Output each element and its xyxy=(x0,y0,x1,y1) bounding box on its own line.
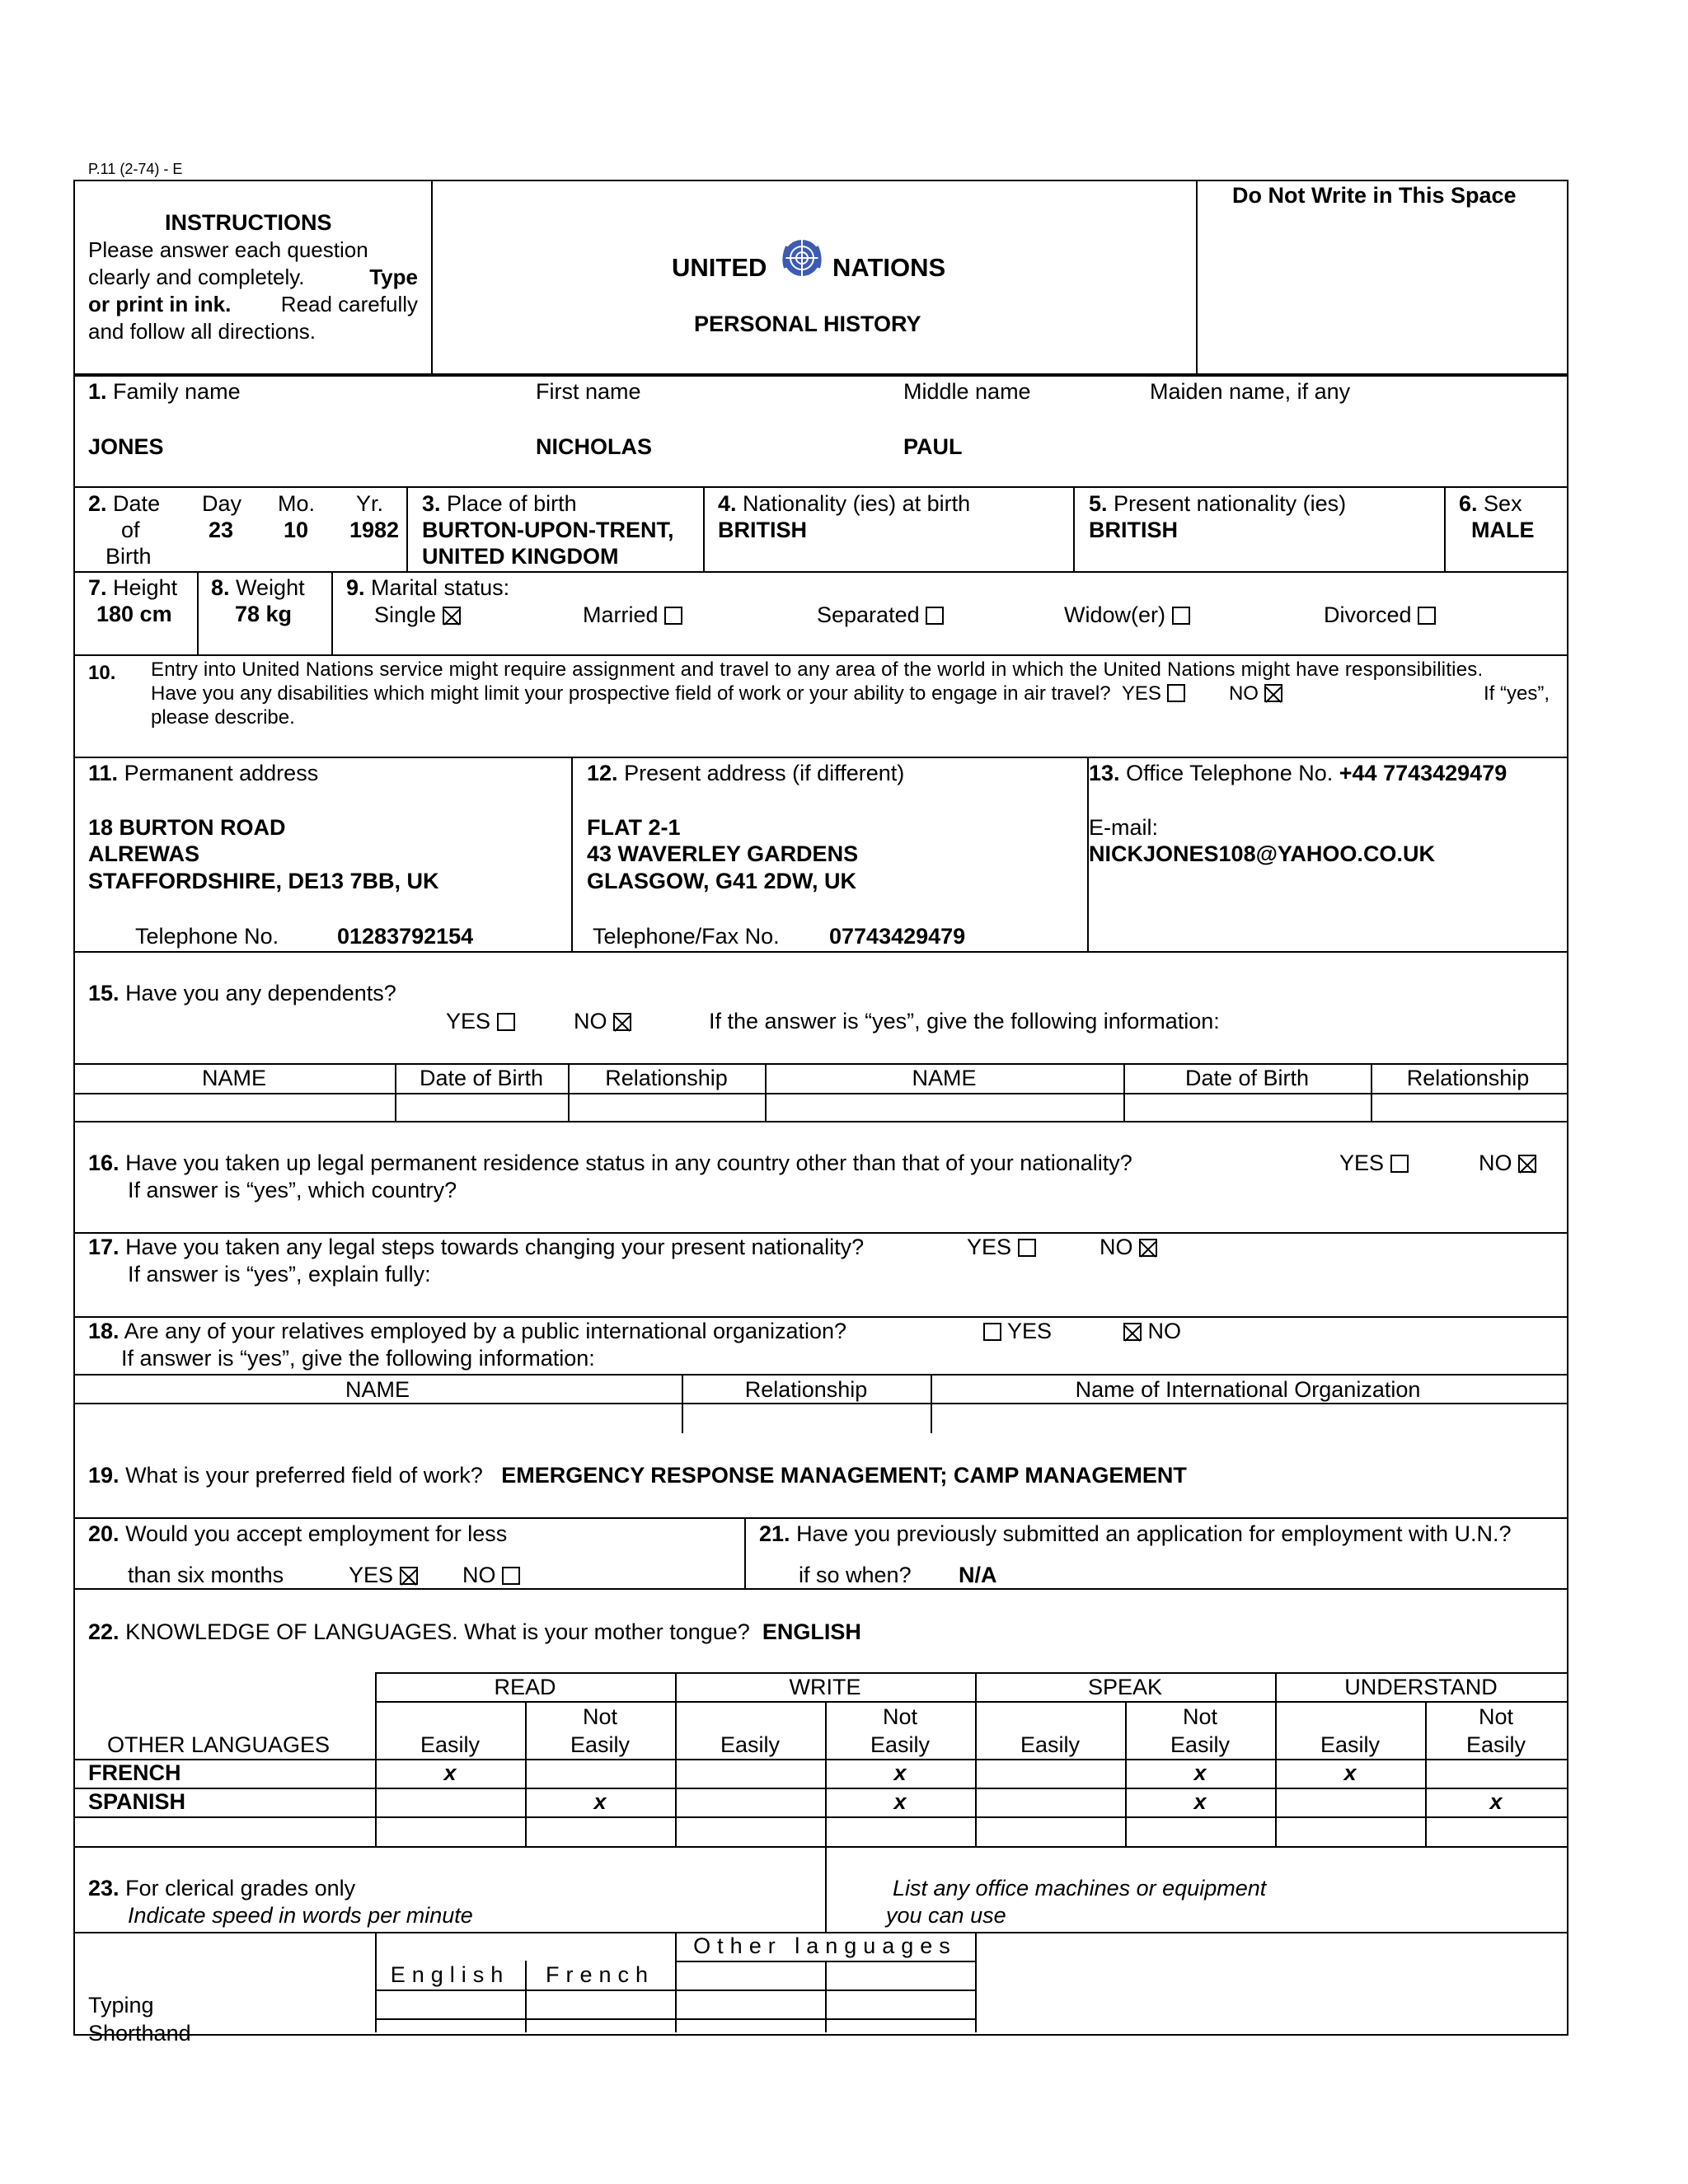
marital-option-married[interactable]: Married xyxy=(583,602,682,628)
instructions-text: Please answer each question clearly and completely. Type or print in ink. Read carefully and follow all directions. xyxy=(88,237,418,344)
divorced-checkbox[interactable] xyxy=(1418,607,1436,625)
q16-yes[interactable]: YES xyxy=(1339,1151,1409,1176)
marital-option-divorced[interactable]: Divorced xyxy=(1324,602,1436,628)
lang-subheader-easily: Easily xyxy=(420,1732,481,1757)
permanent-telephone-value[interactable]: 01283792154 xyxy=(337,924,474,949)
q20-yes-checkbox[interactable] xyxy=(400,1567,418,1585)
q17-yes-checkbox[interactable] xyxy=(1018,1239,1036,1257)
form-code: P.11 (2-74) - E xyxy=(88,161,183,177)
q13-label: 13. Office Telephone No. +44 7743429479 xyxy=(1089,761,1507,785)
q16-yes-checkbox[interactable] xyxy=(1390,1155,1409,1173)
email-value[interactable]: NICKJONES108@YAHOO.CO.UK xyxy=(1089,841,1435,866)
q18-yes-checkbox[interactable] xyxy=(983,1323,1001,1341)
dependents-header-rel-2: Relationship xyxy=(1406,1066,1530,1090)
height-value[interactable]: 180 cm xyxy=(96,602,172,626)
q15-label: 15. Have you any dependents? xyxy=(88,981,396,1005)
dependents-header-rel-1: Relationship xyxy=(605,1066,728,1090)
q1-middle-label: Middle name xyxy=(903,379,1031,404)
q16-no-checkbox[interactable] xyxy=(1518,1155,1536,1173)
present-telephone-label: Telephone/Fax No. xyxy=(593,924,780,949)
dependents-header-dob-2: Date of Birth xyxy=(1184,1066,1310,1090)
q10-no-checkbox[interactable] xyxy=(1264,684,1282,702)
language-mark-cell[interactable]: x xyxy=(893,1789,907,1814)
other-languages-label: OTHER LANGUAGES xyxy=(107,1732,331,1757)
lang-subheader-not: Not xyxy=(1478,1704,1514,1729)
family-name-value[interactable]: JONES xyxy=(88,434,164,459)
present-telephone-value[interactable]: 07743429479 xyxy=(829,924,966,949)
married-checkbox[interactable] xyxy=(664,607,682,625)
separated-checkbox[interactable] xyxy=(926,607,944,625)
weight-value[interactable]: 78 kg xyxy=(235,602,293,626)
q2-label-birth: Birth xyxy=(106,544,152,569)
lang-subheader-easily: Easily xyxy=(1320,1732,1381,1757)
q4-label: 4. Nationality (ies) at birth xyxy=(718,491,971,516)
q2-label-date: 2. Date xyxy=(88,491,161,516)
q16-label: 16. Have you taken up legal permanent residence status in any country other than that of your nationality? xyxy=(88,1151,1132,1175)
month-label: Mo. xyxy=(278,491,316,516)
previous-application-value[interactable]: N/A xyxy=(959,1563,997,1587)
single-checkbox[interactable] xyxy=(443,607,461,625)
q17-label: 17. Have you taken any legal steps towards changing your present nationality? xyxy=(88,1235,865,1259)
permanent-address-line2[interactable]: ALREWAS xyxy=(88,841,199,866)
q5-label: 5. Present nationality (ies) xyxy=(1089,491,1347,516)
marital-option-separated[interactable]: Separated xyxy=(817,602,944,628)
shorthand-label: Shorthand xyxy=(88,2021,191,2046)
office-use-label: Do Not Write in This Space xyxy=(1232,183,1517,208)
sex-value[interactable]: MALE xyxy=(1471,518,1535,542)
dependents-header-name-1: NAME xyxy=(201,1066,266,1090)
permanent-telephone-label: Telephone No. xyxy=(135,924,279,949)
present-nationality-value[interactable]: BRITISH xyxy=(1089,518,1178,542)
lang-group-read: READ xyxy=(494,1675,556,1699)
org-name-right: NATIONS xyxy=(832,253,946,282)
q1-first-label: First name xyxy=(536,379,641,404)
q9-label: 9. Marital status: xyxy=(346,575,510,600)
language-mark-cell[interactable]: x xyxy=(1193,1760,1207,1785)
permanent-address-line1[interactable]: 18 BURTON ROAD xyxy=(88,815,286,840)
first-name-value[interactable]: NICHOLAS xyxy=(536,434,652,459)
q15-note: If the answer is “yes”, give the following information: xyxy=(709,1009,1220,1033)
q17-no-checkbox[interactable] xyxy=(1139,1239,1157,1257)
lang-subheader-not: Not xyxy=(1182,1704,1218,1729)
q23-label: 23. For clerical grades only xyxy=(88,1876,356,1900)
language-mark-cell[interactable]: x xyxy=(443,1760,457,1785)
nationality-at-birth-value[interactable]: BRITISH xyxy=(718,518,807,542)
org-name-left: UNITED xyxy=(672,253,767,282)
typing-label: Typing xyxy=(88,1993,154,2018)
middle-name-value[interactable]: PAUL xyxy=(903,434,963,459)
q6-label: 6. Sex xyxy=(1459,491,1522,516)
q16-no[interactable]: NO xyxy=(1479,1151,1536,1176)
q21-sub: if so when? xyxy=(799,1563,912,1587)
q20-line2: than six months xyxy=(128,1563,284,1587)
q18-yes[interactable]: YES xyxy=(983,1319,1052,1344)
lang-subheader-easily: Easily xyxy=(720,1732,781,1757)
q17-sub: If answer is “yes”, explain fully: xyxy=(128,1262,431,1286)
q18-no-checkbox[interactable] xyxy=(1123,1323,1142,1341)
q1-family-label: 1. Family name xyxy=(88,379,241,404)
relatives-header-name: NAME xyxy=(345,1377,410,1402)
q7-label: 7. Height xyxy=(88,575,178,600)
q15-no[interactable]: NO xyxy=(574,1009,631,1034)
preferred-field-value[interactable]: EMERGENCY RESPONSE MANAGEMENT; CAMP MANAGEMENT xyxy=(501,1463,1187,1488)
q10-yes-checkbox[interactable] xyxy=(1167,684,1185,702)
q23-right-line1: List any office machines or equipment xyxy=(893,1876,1267,1900)
q22-label: 22. KNOWLEDGE OF LANGUAGES. What is your mother tongue? ENGLISH xyxy=(88,1619,861,1644)
q12-label: 12. Present address (if different) xyxy=(587,761,905,785)
language-row-2-name[interactable]: SPANISH xyxy=(88,1789,186,1814)
q20-no[interactable]: NO xyxy=(462,1563,520,1588)
english-column-header: English xyxy=(390,1962,510,1987)
language-mark-cell[interactable]: x xyxy=(893,1760,907,1785)
q11-label: 11. Permanent address xyxy=(88,761,319,785)
q23-right-line2: you can use xyxy=(886,1903,1006,1928)
q15-yes[interactable]: YES xyxy=(446,1009,515,1034)
year-label: Yr. xyxy=(356,491,384,516)
dependents-header-name-2: NAME xyxy=(912,1066,977,1090)
q20-line1: 20. Would you accept employment for less xyxy=(88,1521,508,1546)
mother-tongue-value[interactable]: ENGLISH xyxy=(762,1619,861,1644)
lang-subheader-not-easily: Easily xyxy=(1170,1732,1231,1757)
q23-sub: Indicate speed in words per minute xyxy=(128,1903,473,1928)
un-emblem-icon xyxy=(779,235,825,281)
lang-group-speak: SPEAK xyxy=(1087,1675,1163,1699)
birth-month-value[interactable]: 10 xyxy=(284,518,309,542)
present-address-line2[interactable]: 43 WAVERLEY GARDENS xyxy=(587,841,859,866)
q2-label-of: of xyxy=(121,518,140,542)
q19-label: 19. What is your preferred field of work? EMERGENCY RESPONSE MANAGEMENT; CAMP MANAGEMENT xyxy=(88,1463,1187,1488)
other-languages-header: Other languages xyxy=(693,1933,957,1958)
q15-yes-checkbox[interactable] xyxy=(497,1013,515,1031)
q20-no-checkbox[interactable] xyxy=(502,1567,520,1585)
q10-if-yes: If “yes”, xyxy=(1484,682,1550,705)
q18-no[interactable]: NO xyxy=(1123,1319,1181,1344)
q3-label: 3. Place of birth xyxy=(422,491,577,516)
q10-line3: please describe. xyxy=(151,706,295,729)
q10-line1: Entry into United Nations service might require assignment and travel to any area of the world in which the United Nations might have responsibilities. xyxy=(151,658,1484,681)
q1-maiden-label: Maiden name, if any xyxy=(1150,379,1351,404)
birth-year-value[interactable]: 1982 xyxy=(349,518,400,542)
q10-number: 10. xyxy=(88,662,116,684)
language-mark-cell[interactable]: x xyxy=(1193,1789,1207,1814)
instructions-title: INSTRUCTIONS xyxy=(165,210,332,235)
french-column-header: French xyxy=(545,1962,655,1987)
lang-subheader-easily: Easily xyxy=(1020,1732,1081,1757)
marital-option-widower[interactable]: Widow(er) xyxy=(1064,602,1190,628)
lang-subheader-not: Not xyxy=(882,1704,918,1729)
relatives-header-relationship: Relationship xyxy=(744,1377,868,1402)
relatives-header-organization: Name of International Organization xyxy=(1075,1377,1421,1402)
q18-label: 18. Are any of your relatives employed by a public international organization? xyxy=(88,1319,847,1343)
lang-group-write: WRITE xyxy=(789,1675,861,1699)
place-of-birth-line1[interactable]: BURTON-UPON-TRENT, xyxy=(422,518,674,542)
q17-no[interactable]: NO xyxy=(1100,1235,1157,1260)
place-of-birth-line2[interactable]: UNITED KINGDOM xyxy=(422,544,619,569)
lang-subheader-not-easily: Easily xyxy=(1465,1732,1526,1757)
q15-no-checkbox[interactable] xyxy=(613,1013,631,1031)
birth-day-value[interactable]: 23 xyxy=(209,518,234,542)
email-label: E-mail: xyxy=(1089,815,1159,840)
marital-option-single[interactable]: Single xyxy=(374,602,461,628)
q10-line2: Have you any disabilities which might limit your prospective field of work or your ability to engage in air travel? YES NO xyxy=(151,682,1282,705)
q21-label: 21. Have you previously submitted an application for employment with U.N.? xyxy=(759,1521,1512,1546)
language-mark-cell[interactable]: x xyxy=(1489,1789,1503,1814)
lang-group-understand: UNDERSTAND xyxy=(1344,1675,1498,1699)
language-mark-cell[interactable]: x xyxy=(1343,1760,1357,1785)
permanent-address-line3[interactable]: STAFFORDSHIRE, DE13 7BB, UK xyxy=(88,869,439,893)
present-address-line1[interactable]: FLAT 2-1 xyxy=(587,815,681,840)
lang-subheader-not-easily: Easily xyxy=(870,1732,931,1757)
lang-subheader-not-easily: Easily xyxy=(570,1732,631,1757)
q17-yes[interactable]: YES xyxy=(967,1235,1036,1260)
present-address-line3[interactable]: GLASGOW, G41 2DW, UK xyxy=(587,869,857,893)
q18-sub: If answer is “yes”, give the following information: xyxy=(121,1346,595,1371)
lang-subheader-not: Not xyxy=(582,1704,618,1729)
language-row-1-name[interactable]: FRENCH xyxy=(88,1760,181,1785)
dependents-header-dob-1: Date of Birth xyxy=(419,1066,544,1090)
q16-sub: If answer is “yes”, which country? xyxy=(128,1178,457,1202)
q20-yes[interactable]: YES xyxy=(349,1563,418,1588)
day-label: Day xyxy=(202,491,242,516)
q8-label: 8. Weight xyxy=(211,575,305,600)
language-mark-cell[interactable]: x xyxy=(593,1789,607,1814)
document-title: PERSONAL HISTORY xyxy=(694,312,921,336)
widower-checkbox[interactable] xyxy=(1172,607,1190,625)
